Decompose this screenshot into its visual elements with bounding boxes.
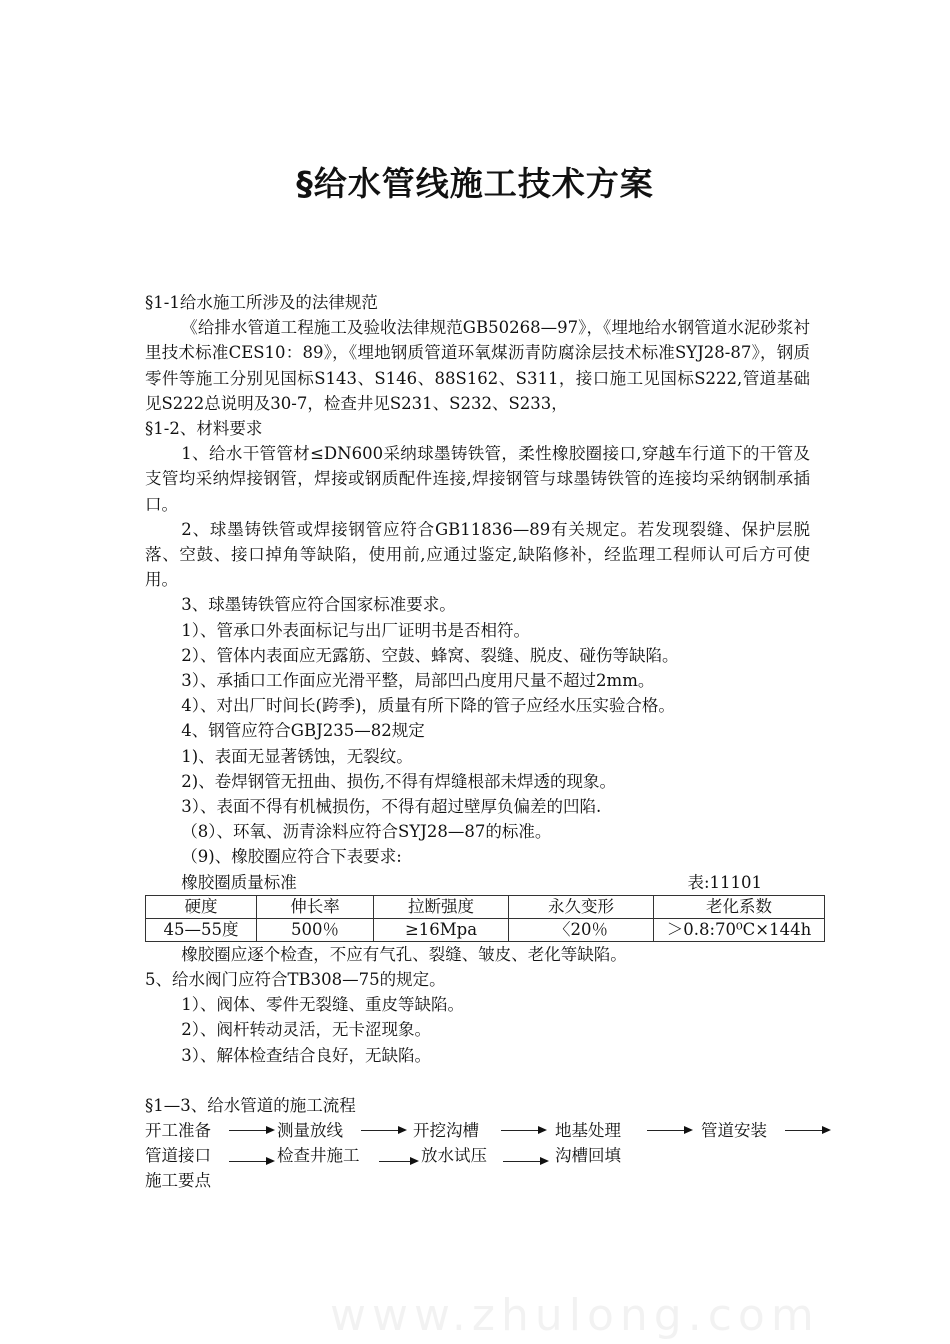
process-flow-row-1 — [145, 1118, 810, 1143]
table-caption — [145, 870, 810, 895]
document-body — [145, 290, 810, 1193]
table-cell: 45—55度 — [146, 918, 257, 941]
material-item-2: 2、球墨铸铁管或焊接钢管应符合GB11836—89有关规定。若发现裂缝、保护层脱落、空鼓、接口掉角等缺陷，使用前,应通过鉴定,缺陷修补，经监理工程师认可后方可使用。 — [145, 519, 810, 590]
flow-step: 开挖沟槽 — [413, 1121, 479, 1141]
flow-step: 测量放线 — [277, 1121, 343, 1141]
steel-pipe-requirement: 3）、表面不得有机械损伤，不得有超过壁厚负偏差的凹陷. — [181, 797, 602, 817]
table-row — [146, 918, 825, 941]
flow-step: 管道接口 — [145, 1146, 211, 1166]
flow-step: 地基处理 — [555, 1121, 621, 1141]
valve-requirement: 3）、解体检查结合良好，无缺陷。 — [181, 1045, 432, 1065]
section-heading-1-1: §1-1给水施工所涉及的法律规范 — [145, 293, 378, 312]
ductile-iron-requirement: 3）、承插口工作面应光滑平整，局部凹凸度用尺量不超过2mm。 — [181, 671, 655, 691]
ductile-iron-requirement: 2）、管体内表面应无露筋、空鼓、蜂窝、裂缝、脱皮、碰伤等缺陷。 — [181, 645, 679, 665]
flow-arrow-icon — [361, 1130, 405, 1131]
flow-arrow-icon — [379, 1161, 417, 1162]
spacer — [145, 1068, 810, 1093]
table-title: 橡胶圈质量标准 — [181, 872, 297, 892]
flow-arrow-icon — [229, 1130, 273, 1131]
ductile-iron-requirement: 4）、对出厂时间长(跨季)，质量有所下降的管子应经水压实验合格。 — [181, 696, 675, 716]
material-item-5: 5、给水阀门应符合TB308—75的规定。 — [145, 970, 446, 990]
table-header-cell: 硬度 — [146, 895, 257, 918]
rubber-ring-inspection-note: 橡胶圈应逐个检查，不应有气孔、裂缝、皱皮、老化等缺陷。 — [181, 944, 627, 964]
flow-arrow-icon — [229, 1161, 273, 1162]
valve-requirement: 1）、阀体、零件无裂缝、重皮等缺陷。 — [181, 995, 465, 1015]
steel-pipe-requirement: 2)、卷焊钢管无扭曲、损伤,不得有焊缝根部未焊透的现象。 — [181, 771, 616, 791]
document-title: §给水管线施工技术方案 — [296, 164, 654, 203]
ductile-iron-requirement: 1）、管承口外表面标记与出厂证明书是否相符。 — [181, 620, 531, 640]
flow-step: 检查井施工 — [277, 1146, 360, 1166]
table-header-cell: 老化系数 — [654, 895, 825, 918]
table-cell: ≥16Mpa — [374, 918, 509, 941]
table-number: 表:11101 — [687, 872, 762, 892]
material-item-3: 3、球墨铸铁管应符合国家标准要求。 — [181, 595, 456, 615]
law-references-paragraph: 《给排水管道工程施工及验收法律规范GB50268—97》，《埋地给水钢管道水泥砂浆衬里技术标准CES10：89》，《埋地钢质管道环氧煤沥青防腐涂层技术标准SYJ28-87》，钢质零件等施工分别见国标S143、S146、88S162、S311，接口施工见国标S222,管道基础见S222总说明及30-7，检查井见S231、S232、S233， — [145, 318, 810, 413]
watermark: www.zhulong.com — [330, 1290, 820, 1341]
flow-arrow-icon — [503, 1161, 547, 1162]
flow-step: 沟槽回填 — [555, 1146, 621, 1166]
steel-pipe-requirement: 1)、表面无显著锈蚀，无裂纹。 — [181, 746, 413, 766]
flow-step: 放水试压 — [421, 1146, 487, 1166]
table-header-cell: 拉断强度 — [374, 895, 509, 918]
valve-requirement: 2）、阀杆转动灵活，无卡涩现象。 — [181, 1020, 432, 1040]
section-heading-1-3: §1—3、给水管道的施工流程 — [145, 1095, 356, 1115]
flow-step: 管道安装 — [701, 1121, 767, 1141]
rubber-ring-quality-table — [145, 895, 825, 942]
table-cell: ＞0.8:70⁰C×144h — [654, 918, 825, 941]
flow-arrow-icon — [501, 1130, 545, 1131]
flow-arrow-icon — [647, 1130, 691, 1131]
flow-step: 开工准备 — [145, 1121, 211, 1141]
table-header-row — [146, 895, 825, 918]
flow-arrow-icon — [785, 1130, 829, 1131]
table-header-cell: 永久变形 — [509, 895, 654, 918]
process-flow-row-2 — [145, 1143, 810, 1168]
material-item-4: 4、钢管应符合GBJ235—82规定 — [181, 721, 425, 741]
rubber-ring-requirement: （9)、橡胶圈应符合下表要求: — [181, 847, 402, 867]
table-cell: 〈20％ — [509, 918, 654, 941]
coating-requirement: （8）、环氧、沥青涂料应符合SYJ28—87的标准。 — [181, 822, 552, 842]
construction-key-points: 施工要点 — [145, 1171, 211, 1191]
table-header-cell: 伸长率 — [257, 895, 374, 918]
table-cell: 500％ — [257, 918, 374, 941]
material-item-1: 1、给水干管管材≤DN600采纳球墨铸铁管，柔性橡胶圈接口,穿越车行道下的干管及支管均采纳焊接钢管，焊接或钢质配件连接,焊接钢管与球墨铸铁管的连接均采纳钢制承插口。 — [145, 444, 810, 514]
section-heading-1-2: §1-2、材料要求 — [145, 419, 263, 439]
